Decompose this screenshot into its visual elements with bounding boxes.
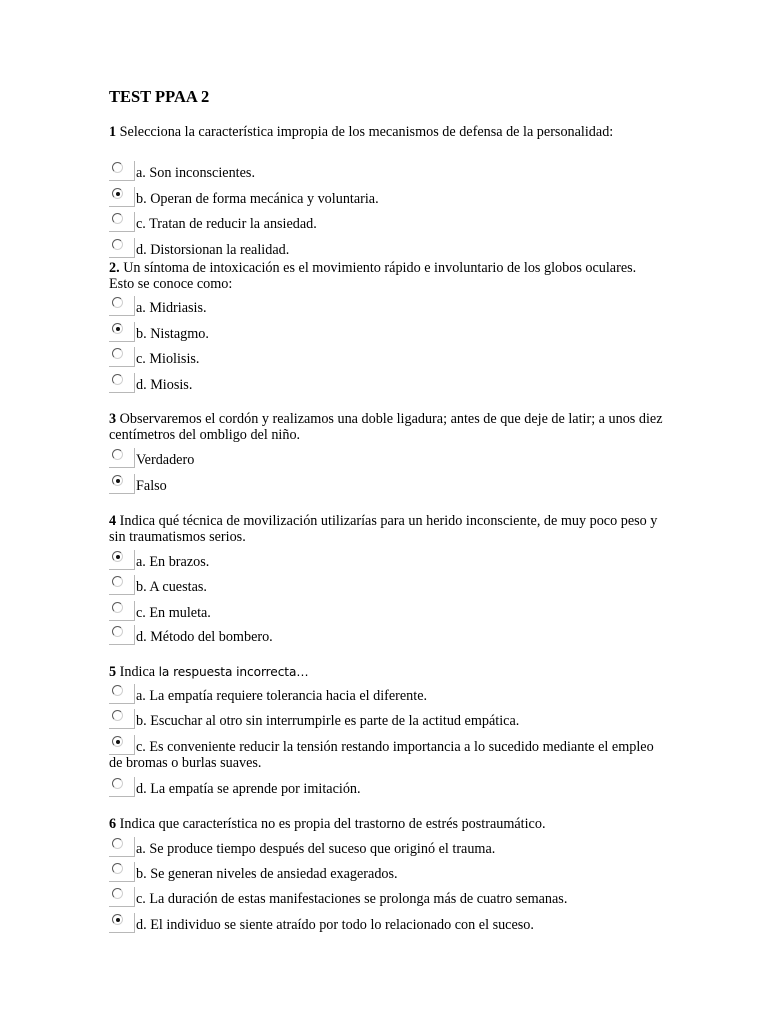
radio-button[interactable] (112, 710, 123, 721)
radio-button[interactable] (112, 188, 123, 199)
radio-button[interactable] (112, 551, 123, 562)
question-text: Indica qué técnica de movilización utilizarías para un herido inconsciente, de muy poco peso y sin traumatismos serios. (109, 513, 658, 545)
radio-button[interactable] (112, 323, 123, 334)
radio-button[interactable] (112, 888, 123, 899)
radio-button[interactable] (112, 213, 123, 224)
option-label: a. La empatía requiere tolerancia hacia el diferente. (136, 688, 428, 704)
option-label: c. Miolisis. (136, 351, 200, 367)
question-number: 1 (109, 124, 117, 140)
question-number: 5 (109, 664, 117, 680)
question-text: Selecciona la característica impropia de los mecanismos de defensa de la personalidad: (116, 124, 614, 140)
question-6 (109, 816, 664, 832)
option-label: a. Son inconscientes. (136, 165, 255, 181)
question-1 (109, 124, 664, 140)
question-number: 4 (109, 513, 117, 529)
question-3 (109, 411, 664, 443)
option-label: b. Escuchar al otro sin interrumpirle es parte de la actitud empática. (136, 713, 520, 729)
option-3a[interactable] (109, 448, 669, 468)
option-label: Verdadero (136, 452, 195, 468)
radio-button[interactable] (112, 838, 123, 849)
option-label: c. En muleta. (136, 605, 211, 621)
option-6d[interactable] (109, 913, 669, 933)
option-label: c. La duración de estas manifestaciones se prolonga más de cuatro semanas. (136, 891, 568, 907)
option-label: d. Miosis. (136, 377, 193, 393)
option-2a[interactable] (109, 296, 669, 316)
radio-button[interactable] (112, 602, 123, 613)
page-title: TEST PPAA 2 (109, 87, 210, 106)
option-2c[interactable] (109, 347, 669, 367)
radio-button[interactable] (112, 576, 123, 587)
option-label: d. Método del bombero. (136, 629, 273, 645)
radio-button[interactable] (112, 475, 123, 486)
question-text: Indica (116, 664, 159, 680)
question-number: 6 (109, 816, 117, 832)
radio-button[interactable] (112, 374, 123, 385)
option-6a[interactable] (109, 837, 669, 857)
option-5b[interactable] (109, 709, 669, 729)
option-1a[interactable] (109, 161, 669, 181)
option-label: Falso (136, 478, 167, 494)
option-4c[interactable] (109, 601, 669, 621)
question-number: 2. (109, 260, 120, 276)
radio-button[interactable] (112, 778, 123, 789)
option-4a[interactable] (109, 550, 669, 570)
option-4d[interactable] (109, 625, 669, 645)
option-label: b. Nistagmo. (136, 326, 209, 342)
option-label: a. Se produce tiempo después del suceso que originó el trauma. (136, 841, 496, 857)
radio-button[interactable] (112, 914, 123, 925)
question-number: 3 (109, 411, 117, 427)
option-2b[interactable] (109, 322, 669, 342)
option-label: b. A cuestas. (136, 579, 207, 595)
question-text-emphasis: la respuesta incorrecta… (158, 665, 309, 679)
question-text: Observaremos el cordón y realizamos una doble ligadura; antes de que deje de latir; a unos diez centímetros del ombligo del niño. (109, 411, 663, 443)
option-2d[interactable] (109, 373, 669, 393)
radio-button[interactable] (112, 626, 123, 637)
question-5 (109, 664, 664, 680)
option-label: c. Es conveniente reducir la tensión restando importancia a lo sucedido mediante el empleo de bromas o burlas suaves. (109, 739, 654, 771)
option-label: b. Se generan niveles de ansiedad exagerados. (136, 866, 398, 882)
question-4 (109, 513, 664, 545)
option-6b[interactable] (109, 862, 669, 882)
radio-button[interactable] (112, 348, 123, 359)
radio-button[interactable] (112, 863, 123, 874)
question-text: Indica que característica no es propia del trastorno de estrés postraumático. (116, 816, 546, 832)
question-2 (109, 260, 664, 292)
option-label: d. Distorsionan la realidad. (136, 242, 290, 258)
option-label: a. Midriasis. (136, 300, 207, 316)
option-3b[interactable] (109, 474, 669, 494)
radio-button[interactable] (112, 162, 123, 173)
radio-button[interactable] (112, 239, 123, 250)
option-1c[interactable] (109, 212, 669, 232)
option-label: c. Tratan de reducir la ansiedad. (136, 216, 317, 232)
option-1d[interactable] (109, 238, 669, 258)
option-5a[interactable] (109, 684, 669, 704)
option-label: d. El individuo se siente atraído por todo lo relacionado con el suceso. (136, 917, 534, 933)
option-label: b. Operan de forma mecánica y voluntaria. (136, 191, 379, 207)
option-label: a. En brazos. (136, 554, 210, 570)
radio-button[interactable] (112, 297, 123, 308)
option-1b[interactable] (109, 187, 669, 207)
question-text: Un síntoma de intoxicación es el movimiento rápido e involuntario de los globos oculares. Esto se conoce como: (109, 260, 637, 292)
option-label: d. La empatía se aprende por imitación. (136, 781, 361, 797)
option-6c[interactable] (109, 887, 669, 907)
option-5d[interactable] (109, 777, 669, 797)
radio-button[interactable] (112, 449, 123, 460)
radio-button[interactable] (112, 685, 123, 696)
option-4b[interactable] (109, 575, 669, 595)
